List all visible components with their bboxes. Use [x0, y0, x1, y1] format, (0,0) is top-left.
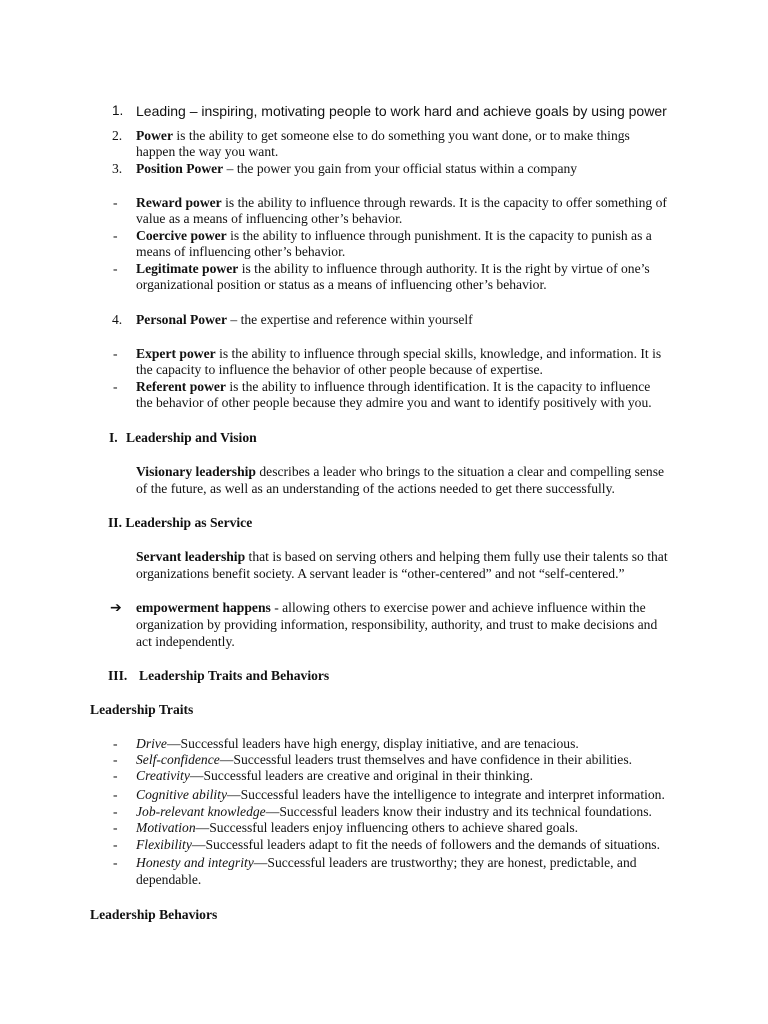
item-number: 2.	[112, 128, 123, 143]
coercive-power-line2: means of influencing other’s behavior.	[136, 244, 346, 259]
trait-self-confidence: Self-confidence—Successful leaders trust themselves and have confidence in their abilities.	[136, 752, 633, 767]
list-bullet: -	[113, 379, 118, 394]
list-bullet: -	[113, 195, 118, 210]
legitimate-power-line1: Legitimate power is the ability to influence through authority. It is the right by virtue of one’s	[136, 261, 650, 276]
list-bullet: -	[113, 837, 118, 852]
item-power-line2: happen the way you want.	[136, 144, 279, 159]
trait-job-relevant-knowledge: Job-relevant knowledge—Successful leaders know their industry and its technical foundations.	[136, 804, 652, 819]
servant-line2: organizations benefit society. A servant leader is “other-centered” and not “self-centered.”	[136, 566, 625, 581]
item-number: 4.	[112, 312, 123, 327]
item-leading-text: Leading – inspiring, motivating people to work hard and achieve goals by using power	[136, 103, 667, 119]
empowerment-line1: empowerment happens - allowing others to exercise power and achieve influence within the	[136, 600, 646, 615]
section-heading-vision: Leadership and Vision	[126, 430, 257, 445]
list-bullet: -	[113, 346, 118, 361]
visionary-line1: Visionary leadership describes a leader who brings to the situation a clear and compelling sense	[136, 464, 665, 479]
list-bullet: -	[113, 787, 118, 802]
traits-heading: Leadership Traits	[90, 702, 194, 717]
trait-flexibility: Flexibility—Successful leaders adapt to fit the needs of followers and the demands of situations.	[136, 837, 660, 852]
visionary-line2: of the future, as well as an understanding of the actions needed to get there successfully.	[136, 481, 615, 496]
trait-creativity: Creativity—Successful leaders are creative and original in their thinking.	[136, 768, 533, 783]
section-number: I.	[109, 430, 118, 445]
servant-line1: Servant leadership that is based on serving others and helping them fully use their talents so that	[136, 549, 668, 564]
list-bullet: -	[113, 261, 118, 276]
item-personal-power: Personal Power – the expertise and reference within yourself	[136, 312, 473, 327]
list-bullet: -	[113, 736, 118, 751]
behaviors-heading: Leadership Behaviors	[90, 907, 218, 922]
section-heading-traits-behaviors: Leadership Traits and Behaviors	[139, 668, 330, 683]
empowerment-line2: organization by providing information, responsibility, authority, and trust to make decisions and	[136, 617, 658, 632]
empowerment-line3: act independently.	[136, 634, 235, 649]
referent-power-line1: Referent power is the ability to influence through identification. It is the capacity to influence	[136, 379, 651, 394]
item-number: 3.	[112, 161, 123, 176]
section-number: III.	[108, 668, 128, 683]
list-bullet: -	[113, 820, 118, 835]
reward-power-line1: Reward power is the ability to influence through rewards. It is the capacity to offer something of	[136, 195, 667, 210]
trait-honesty-line1: Honesty and integrity—Successful leaders are trustworthy; they are honest, predictable, and	[136, 855, 637, 870]
reward-power-line2: value as a means of influencing other’s behavior.	[136, 211, 403, 226]
arrow-bullet-icon: ➔	[110, 600, 122, 616]
list-bullet: -	[113, 228, 118, 243]
trait-motivation: Motivation—Successful leaders enjoy influencing others to achieve shared goals.	[136, 820, 579, 835]
item-power-line1: Power is the ability to get someone else to do something you want done, or to make things	[136, 128, 630, 143]
item-number: 1.	[112, 103, 124, 118]
trait-drive: Drive—Successful leaders have high energy, display initiative, and are tenacious.	[136, 736, 579, 751]
item-position-power: Position Power – the power you gain from your official status within a company	[136, 161, 578, 176]
list-bullet: -	[113, 752, 118, 767]
expert-power-line2: the capacity to influence the behavior of other people because of expertise.	[136, 362, 543, 377]
list-bullet: -	[113, 804, 118, 819]
trait-honesty-line2: dependable.	[136, 872, 202, 887]
coercive-power-line1: Coercive power is the ability to influence through punishment. It is the capacity to punish as a	[136, 228, 652, 243]
section-heading-service: II. Leadership as Service	[108, 515, 253, 530]
trait-cognitive-ability: Cognitive ability—Successful leaders have the intelligence to integrate and interpret information.	[136, 787, 665, 802]
list-bullet: -	[113, 855, 118, 870]
legitimate-power-line2: organizational position or status as a means of influencing other’s behavior.	[136, 277, 547, 292]
list-bullet: -	[113, 768, 118, 783]
term-power: Power	[136, 128, 173, 143]
referent-power-line2: the behavior of other people because they admire you and want to identify positively with you.	[136, 395, 652, 410]
expert-power-line1: Expert power is the ability to influence through special skills, knowledge, and information. It is	[136, 346, 662, 361]
